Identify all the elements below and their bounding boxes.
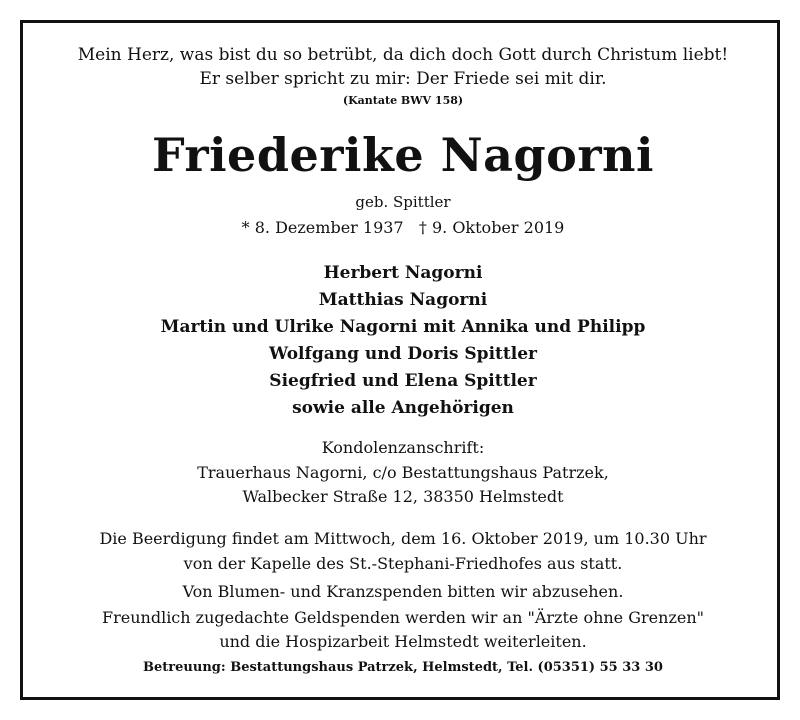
- life-dates: [23, 218, 783, 237]
- flowers-notice: Von Blumen- und Kranzspenden bitten wir abzusehen.: [182, 582, 624, 601]
- mourner-item: Siegfried und Elena Spittler: [269, 371, 537, 391]
- verse-line-2: Er selber spricht zu mir: Der Friede sei mit dir.: [199, 69, 607, 89]
- verse-line-1: Mein Herz, was bist du so betrübt, da dich doch Gott durch Christum liebt!: [77, 45, 729, 65]
- obituary-frame: [20, 20, 780, 700]
- birth-date: * 8. Dezember 1937: [241, 218, 404, 237]
- condolence-line-1: Trauerhaus Nagorni, c/o Bestattungshaus Patrzek,: [197, 463, 609, 482]
- funeral-line-2: von der Kapelle des St.-Stephani-Friedhofes aus statt.: [183, 554, 623, 573]
- funeral-line-1: Die Beerdigung findet am Mittwoch, dem 16. Oktober 2019, um 10.30 Uhr: [99, 529, 707, 548]
- condolence-line-2: Walbecker Straße 12, 38350 Helmstedt: [242, 487, 564, 506]
- maiden-name: geb. Spittler: [355, 193, 451, 211]
- donations-line-2: und die Hospizarbeit Helmstedt weiterleiten.: [219, 632, 587, 651]
- mourner-item: Herbert Nagorni: [323, 263, 483, 283]
- undertaker-footer: Betreuung: Bestattungshaus Patrzek, Helmstedt, Tel. (05351) 55 33 30: [143, 660, 663, 675]
- verse-source: (Kantate BWV 158): [342, 94, 464, 107]
- mourner-item: Matthias Nagorni: [318, 290, 488, 310]
- donations-line-1: Freundlich zugedachte Geldspenden werden wir an "Ärzte ohne Grenzen": [102, 608, 704, 627]
- mourner-item: Martin und Ulrike Nagorni mit Annika und Philipp: [160, 317, 646, 337]
- mourner-item: sowie alle Angehörigen: [292, 398, 514, 418]
- mourner-item: Wolfgang und Doris Spittler: [269, 344, 537, 364]
- death-date: † 9. Oktober 2019: [418, 218, 565, 237]
- condolence-heading: Kondolenzanschrift:: [321, 438, 485, 457]
- deceased-name: Friederike Nagorni: [152, 128, 654, 182]
